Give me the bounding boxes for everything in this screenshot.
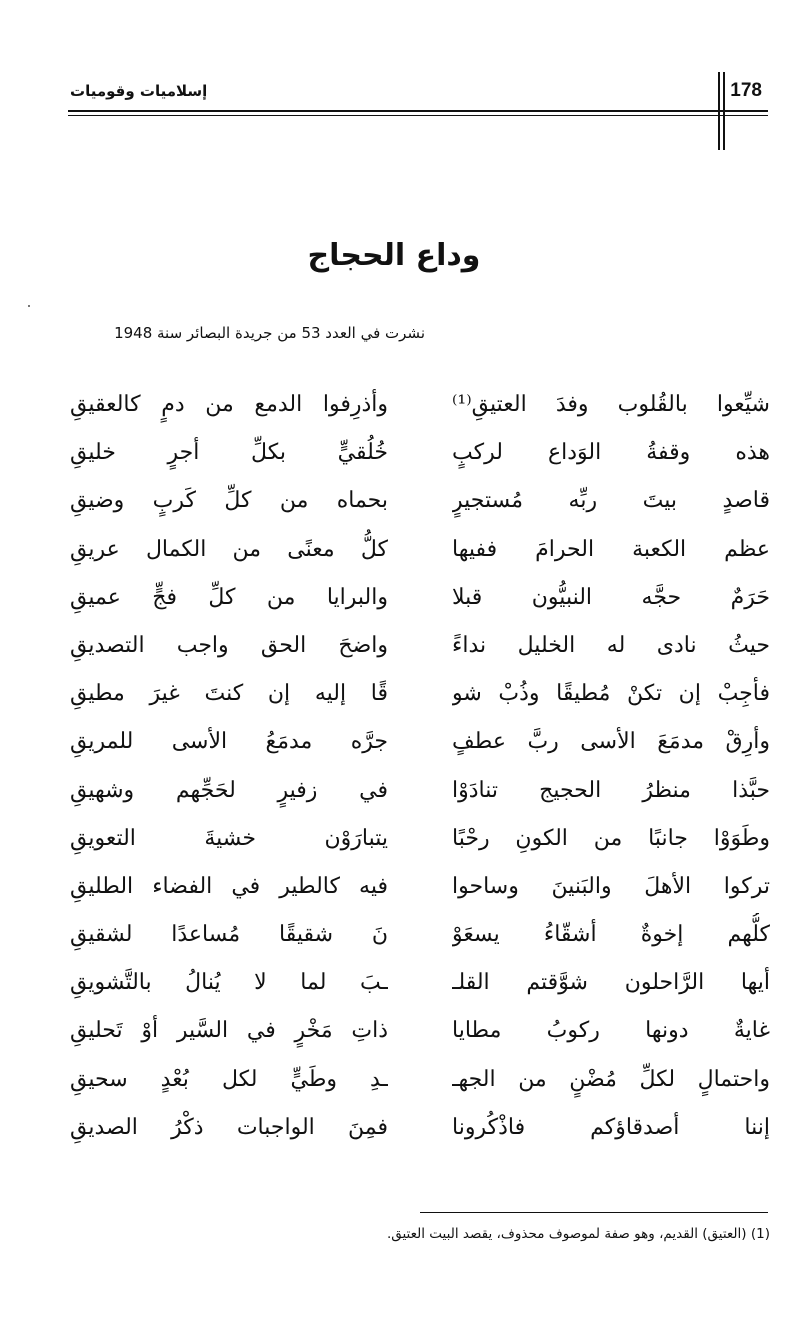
verse xyxy=(70,720,770,768)
verse xyxy=(70,624,770,672)
publication-note: نشرت في العدد 53 من جريدة البصائر سنة 1948 xyxy=(114,324,425,342)
scan-speck xyxy=(28,305,30,307)
verse xyxy=(70,961,770,1009)
verse xyxy=(70,1058,770,1106)
verse xyxy=(70,528,770,576)
verse xyxy=(70,769,770,817)
hemistich-second: خُلُقيٍّ بكلِّ أجرٍ خليقِ xyxy=(70,440,388,466)
header-vertical-bar xyxy=(718,72,720,150)
hemistich-first: تركوا الأهلَ والبَنينَ وساحوا xyxy=(452,873,770,899)
hemistich-first: شيِّعوا بالقُلوب وفدَ العتيقِ⁽¹⁾ xyxy=(452,392,770,417)
hemistich-first: إننا أصدقاؤكم فاذْكُرونا xyxy=(452,1114,770,1140)
hemistich-first: أيها الرَّاحلون شوَّقتم القلـ xyxy=(452,970,770,996)
hemistich-second: ذاتِ مَخْرٍ في السَّير أوْ تَحليقِ xyxy=(70,1018,388,1044)
verse xyxy=(70,431,770,479)
hemistich-first: هذه وقفةُ الوَداع لركبٍ xyxy=(452,440,770,466)
verse xyxy=(70,383,770,431)
hemistich-second: يتبارَوْن خشيةَ التعويقِ xyxy=(70,825,388,851)
hemistich-first: كلُّهم إخوةٌ أشقّاءُ يسعَوْ xyxy=(452,922,770,948)
hemistich-second: ـدِ وطَيٍّ لكل بُعْدٍ سحيقِ xyxy=(70,1066,388,1092)
verse xyxy=(70,817,770,865)
hemistich-second: جرَّه مدمَعُ الأسى للمريقِ xyxy=(70,729,388,755)
verse xyxy=(70,576,770,624)
header-vertical-bar xyxy=(723,72,725,150)
verse xyxy=(70,1009,770,1057)
header-rule-thin xyxy=(68,115,768,116)
hemistich-first: واحتمالٍ لكلِّ مُضْنٍ من الجهـ xyxy=(452,1066,770,1092)
hemistich-first: قاصدٍ بيتَ ربِّه مُستجيرٍ xyxy=(452,488,770,514)
running-head: إسلاميات وقوميات xyxy=(70,82,208,100)
hemistich-second: بحماه من كلِّ كَربٍ وضيقِ xyxy=(70,488,388,514)
verse xyxy=(70,865,770,913)
hemistich-second: والبرايا من كلِّ فجٍّ عميقِ xyxy=(70,584,388,610)
verse xyxy=(70,1106,770,1154)
hemistich-first: وأرِقْ مدمَعَ الأسى ربَّ عطفٍ xyxy=(452,729,770,755)
hemistich-second: فمِنَ الواجبات ذكْرُ الصديقِ xyxy=(70,1114,388,1140)
hemistich-second: ـبَ لما لا يُنالُ بالتَّشويقِ xyxy=(70,970,388,996)
hemistich-second: في زفيرٍ لحَجِّهم وشهيقِ xyxy=(70,777,388,803)
poem xyxy=(70,383,770,1154)
hemistich-second: وأذرِفوا الدمع من دمٍ كالعقيقِ xyxy=(70,392,388,417)
footnote-rule xyxy=(420,1212,768,1213)
hemistich-first: حَرَمٌ حجَّه النبيُّون قبلا xyxy=(452,584,770,610)
hemistich-second: نَ شقيقًا مُساعدًا لشقيقِ xyxy=(70,922,388,948)
hemistich-first: فأجِبْ إن تكنْ مُطيقًا وذُبْ شو xyxy=(452,681,770,707)
hemistich-second: واضحَ الحق واجب التصديقِ xyxy=(70,632,388,658)
page-header xyxy=(68,70,768,150)
verse xyxy=(70,479,770,527)
hemistich-second: فيه كالطير في الفضاء الطليقِ xyxy=(70,873,388,899)
hemistich-first: حيثُ نادى له الخليل نداءً xyxy=(452,632,770,658)
hemistich-first: وطَوَوْا جانبًا من الكونِ رحْبًا xyxy=(452,825,770,851)
poem-title: وداع الحجاج xyxy=(307,238,481,273)
hemistich-first: حبَّذا منظرُ الحجيج تنادَوْا xyxy=(452,777,770,803)
hemistich-first: غايةٌ دونها ركوبُ مطايا xyxy=(452,1018,770,1044)
verse xyxy=(70,672,770,720)
verse xyxy=(70,913,770,961)
page-number: 178 xyxy=(730,80,762,101)
hemistich-first: عظم الكعبة الحرامَ ففيها xyxy=(452,536,770,562)
hemistich-second: كلُّ معنًى من الكمال عريقِ xyxy=(70,536,388,562)
footnote: (1) (العتيق) القديم، وهو صفة لموصوف محذوف، يقصد البيت العتيق. xyxy=(386,1226,770,1242)
hemistich-second: قًا إليه إن كنتَ غيرَ مطيقِ xyxy=(70,681,388,707)
header-rule xyxy=(68,110,768,112)
